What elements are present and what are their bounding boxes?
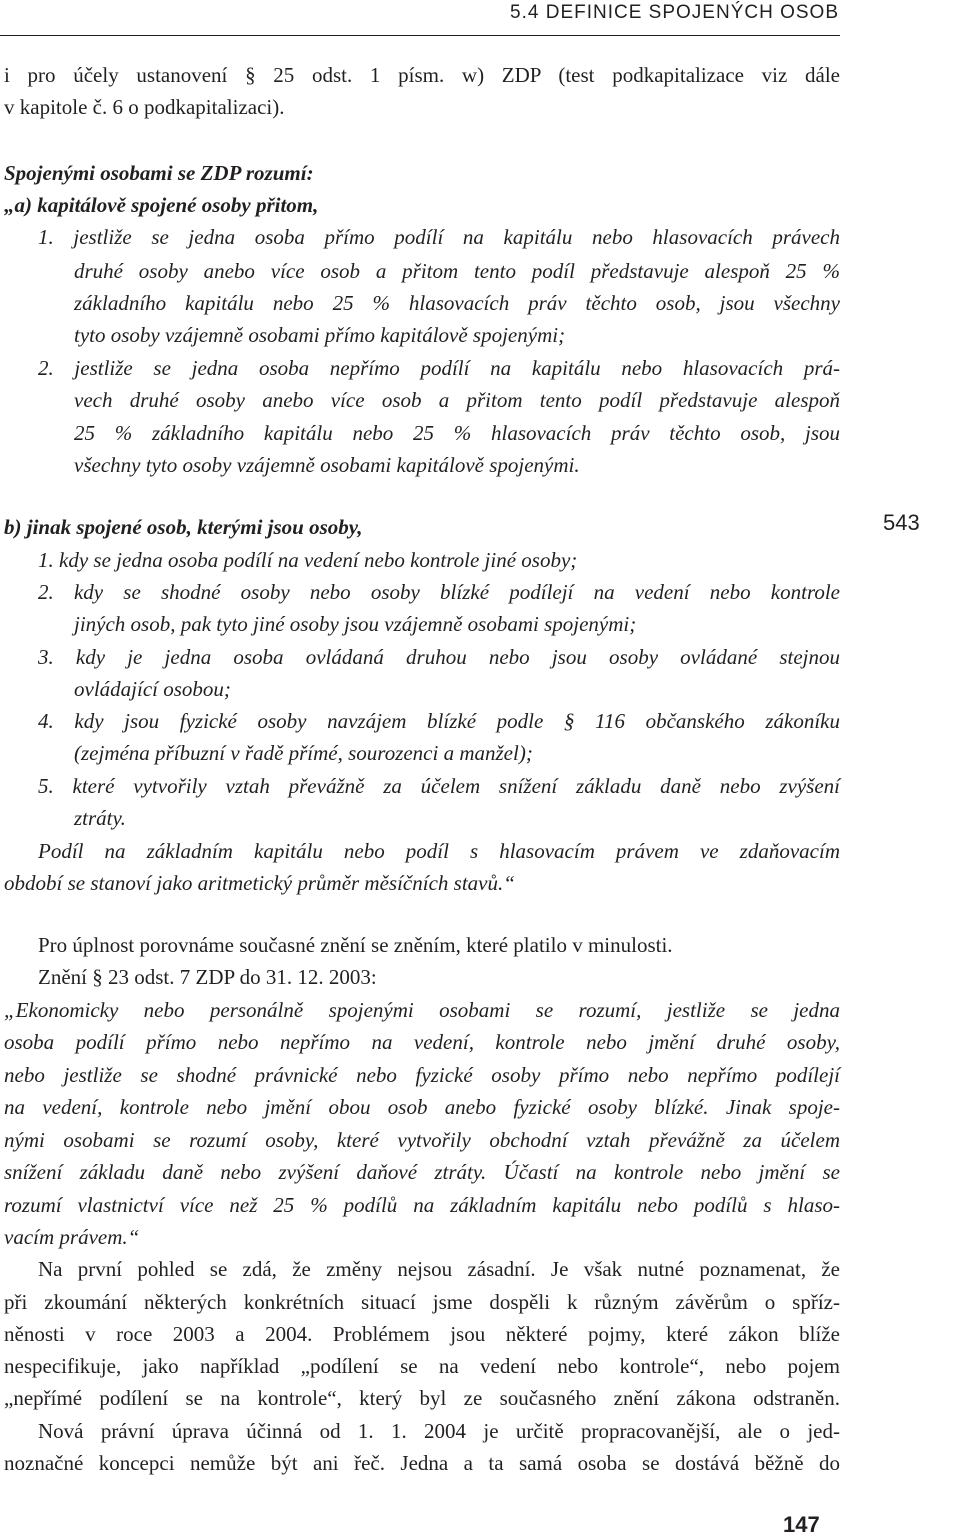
text-line: nespecifikuje, jako například „podílení se na vedení nebo kontrole“, nebo pojem bbox=[4, 1354, 840, 1378]
text-line: 25 % základního kapitálu nebo 25 % hlasovacích práv těchto osob, jsou bbox=[74, 421, 840, 445]
text-line: osoba podílí přímo nebo nepřímo na vedení, kontrole nebo jmění druhé osoby, bbox=[4, 1030, 840, 1054]
text-line: Na první pohled se zdá, že změny nejsou zásadní. Je však nutné poznamenat, že bbox=[38, 1257, 840, 1281]
text-line: Pro úplnost porovnáme současné znění se zněním, které platilo v minulosti. bbox=[38, 933, 673, 957]
text-line: vacím právem.“ bbox=[4, 1225, 140, 1249]
text-line: ovládající osobou; bbox=[74, 677, 231, 701]
text-line: (zejména příbuzní v řadě přímé, sourozenci a manžel); bbox=[74, 741, 533, 765]
text-line: Znění § 23 odst. 7 ZDP do 31. 12. 2003: bbox=[38, 965, 377, 989]
header-rule bbox=[0, 35, 840, 36]
text-line: 4. kdy jsou fyzické osoby navzájem blízké podle § 116 občanského zákoníku bbox=[38, 709, 840, 733]
text-line: nými osobami se rozumí osoby, které vytvořily obchodní vztah převážně za účelem bbox=[4, 1128, 840, 1152]
text-line: na vedení, kontrole nebo jmění obou osob anebo fyzické osoby blízké. Jinak spoje- bbox=[4, 1095, 840, 1119]
running-header-title: 5.4 DEFINICE SPOJENÝCH OSOB bbox=[510, 2, 839, 23]
page-number: 147 bbox=[783, 1512, 820, 1537]
text-line: „nepřímé podílení se na kontrole“, který byl ze současného znění zákona odstraněn. bbox=[4, 1386, 840, 1410]
text-line: tyto osoby vzájemně osobami přímo kapitálově spojenými; bbox=[74, 323, 566, 347]
text-line: 5. které vytvořily vztah převážně za účelem snížení základu daně nebo zvýšení bbox=[38, 774, 840, 798]
margin-page-number: 543 bbox=[883, 510, 920, 535]
text-line: něnosti v roce 2003 a 2004. Problémem jsou některé pojmy, které zákon blíže bbox=[4, 1322, 840, 1346]
text-line: všechny tyto osoby vzájemně osobami kapitálově spojenými. bbox=[74, 453, 580, 477]
text-line: při zkoumání některých konkrétních situací jsme dospěli k různým závěrům o spříz- bbox=[4, 1290, 840, 1314]
text-line: nebo jestliže se shodné právnické nebo fyzické osoby přímo nebo nepřímo podílejí bbox=[4, 1063, 840, 1087]
text-line: rozumí vlastnictví více než 25 % podílů na základním kapitálu nebo podílů s hlaso- bbox=[4, 1193, 840, 1217]
text-line: 1. jestliže se jedna osoba přímo podílí na kapitálu nebo hlasovacích právech bbox=[38, 225, 840, 249]
text-line: 1. kdy se jedna osoba podílí na vedení nebo kontrole jiné osoby; bbox=[38, 548, 578, 572]
text-line: i pro účely ustanovení § 25 odst. 1 písm. w) ZDP (test podkapitalizace viz dále bbox=[4, 63, 840, 87]
text-line: období se stanoví jako aritmetický průměr měsíčních stavů.“ bbox=[4, 871, 515, 895]
text-line: vech druhé osoby anebo více osob a přitom tento podíl představuje alespoň bbox=[74, 388, 840, 412]
text-line: ztráty. bbox=[74, 806, 126, 830]
text-line: 2. jestliže se jedna osoba nepřímo podílí na kapitálu nebo hlasovacích prá- bbox=[38, 356, 840, 380]
text-line: druhé osoby anebo více osob a přitom tento podíl představuje alespoň 25 % bbox=[74, 259, 840, 283]
text-line: 3. kdy je jedna osoba ovládaná druhou nebo jsou osoby ovládané stejnou bbox=[38, 645, 840, 669]
text-line: Spojenými osobami se ZDP rozumí: bbox=[4, 161, 314, 185]
text-line: „a) kapitálově spojené osoby přitom, bbox=[4, 193, 319, 217]
text-line: základního kapitálu nebo 25 % hlasovacích práv těchto osob, jsou všechny bbox=[74, 291, 840, 315]
text-line: jiných osob, pak tyto jiné osoby jsou vzájemně osobami spojenými; bbox=[74, 612, 637, 636]
text-line: 2. kdy se shodné osoby nebo osoby blízké podílejí na vedení nebo kontrole bbox=[38, 580, 840, 604]
text-line: Nová právní úprava účinná od 1. 1. 2004 je určitě propracovanější, ale o jed- bbox=[38, 1419, 840, 1443]
text-line: Podíl na základním kapitálu nebo podíl s hlasovacím právem ve zdaňovacím bbox=[38, 839, 840, 863]
text-line: v kapitole č. 6 o podkapitalizaci). bbox=[4, 95, 285, 119]
text-line: b) jinak spojené osob, kterými jsou osoby, bbox=[4, 515, 363, 539]
text-line: noznačné koncepci nemůže být ani řeč. Jedna a ta samá osoba se dostává běžně do bbox=[4, 1451, 840, 1475]
text-line: „Ekonomicky nebo personálně spojenými osobami se rozumí, jestliže se jedna bbox=[4, 998, 840, 1022]
text-line: snížení základu daně nebo zvýšení daňové ztráty. Účastí na kontrole nebo jmění se bbox=[4, 1160, 840, 1184]
